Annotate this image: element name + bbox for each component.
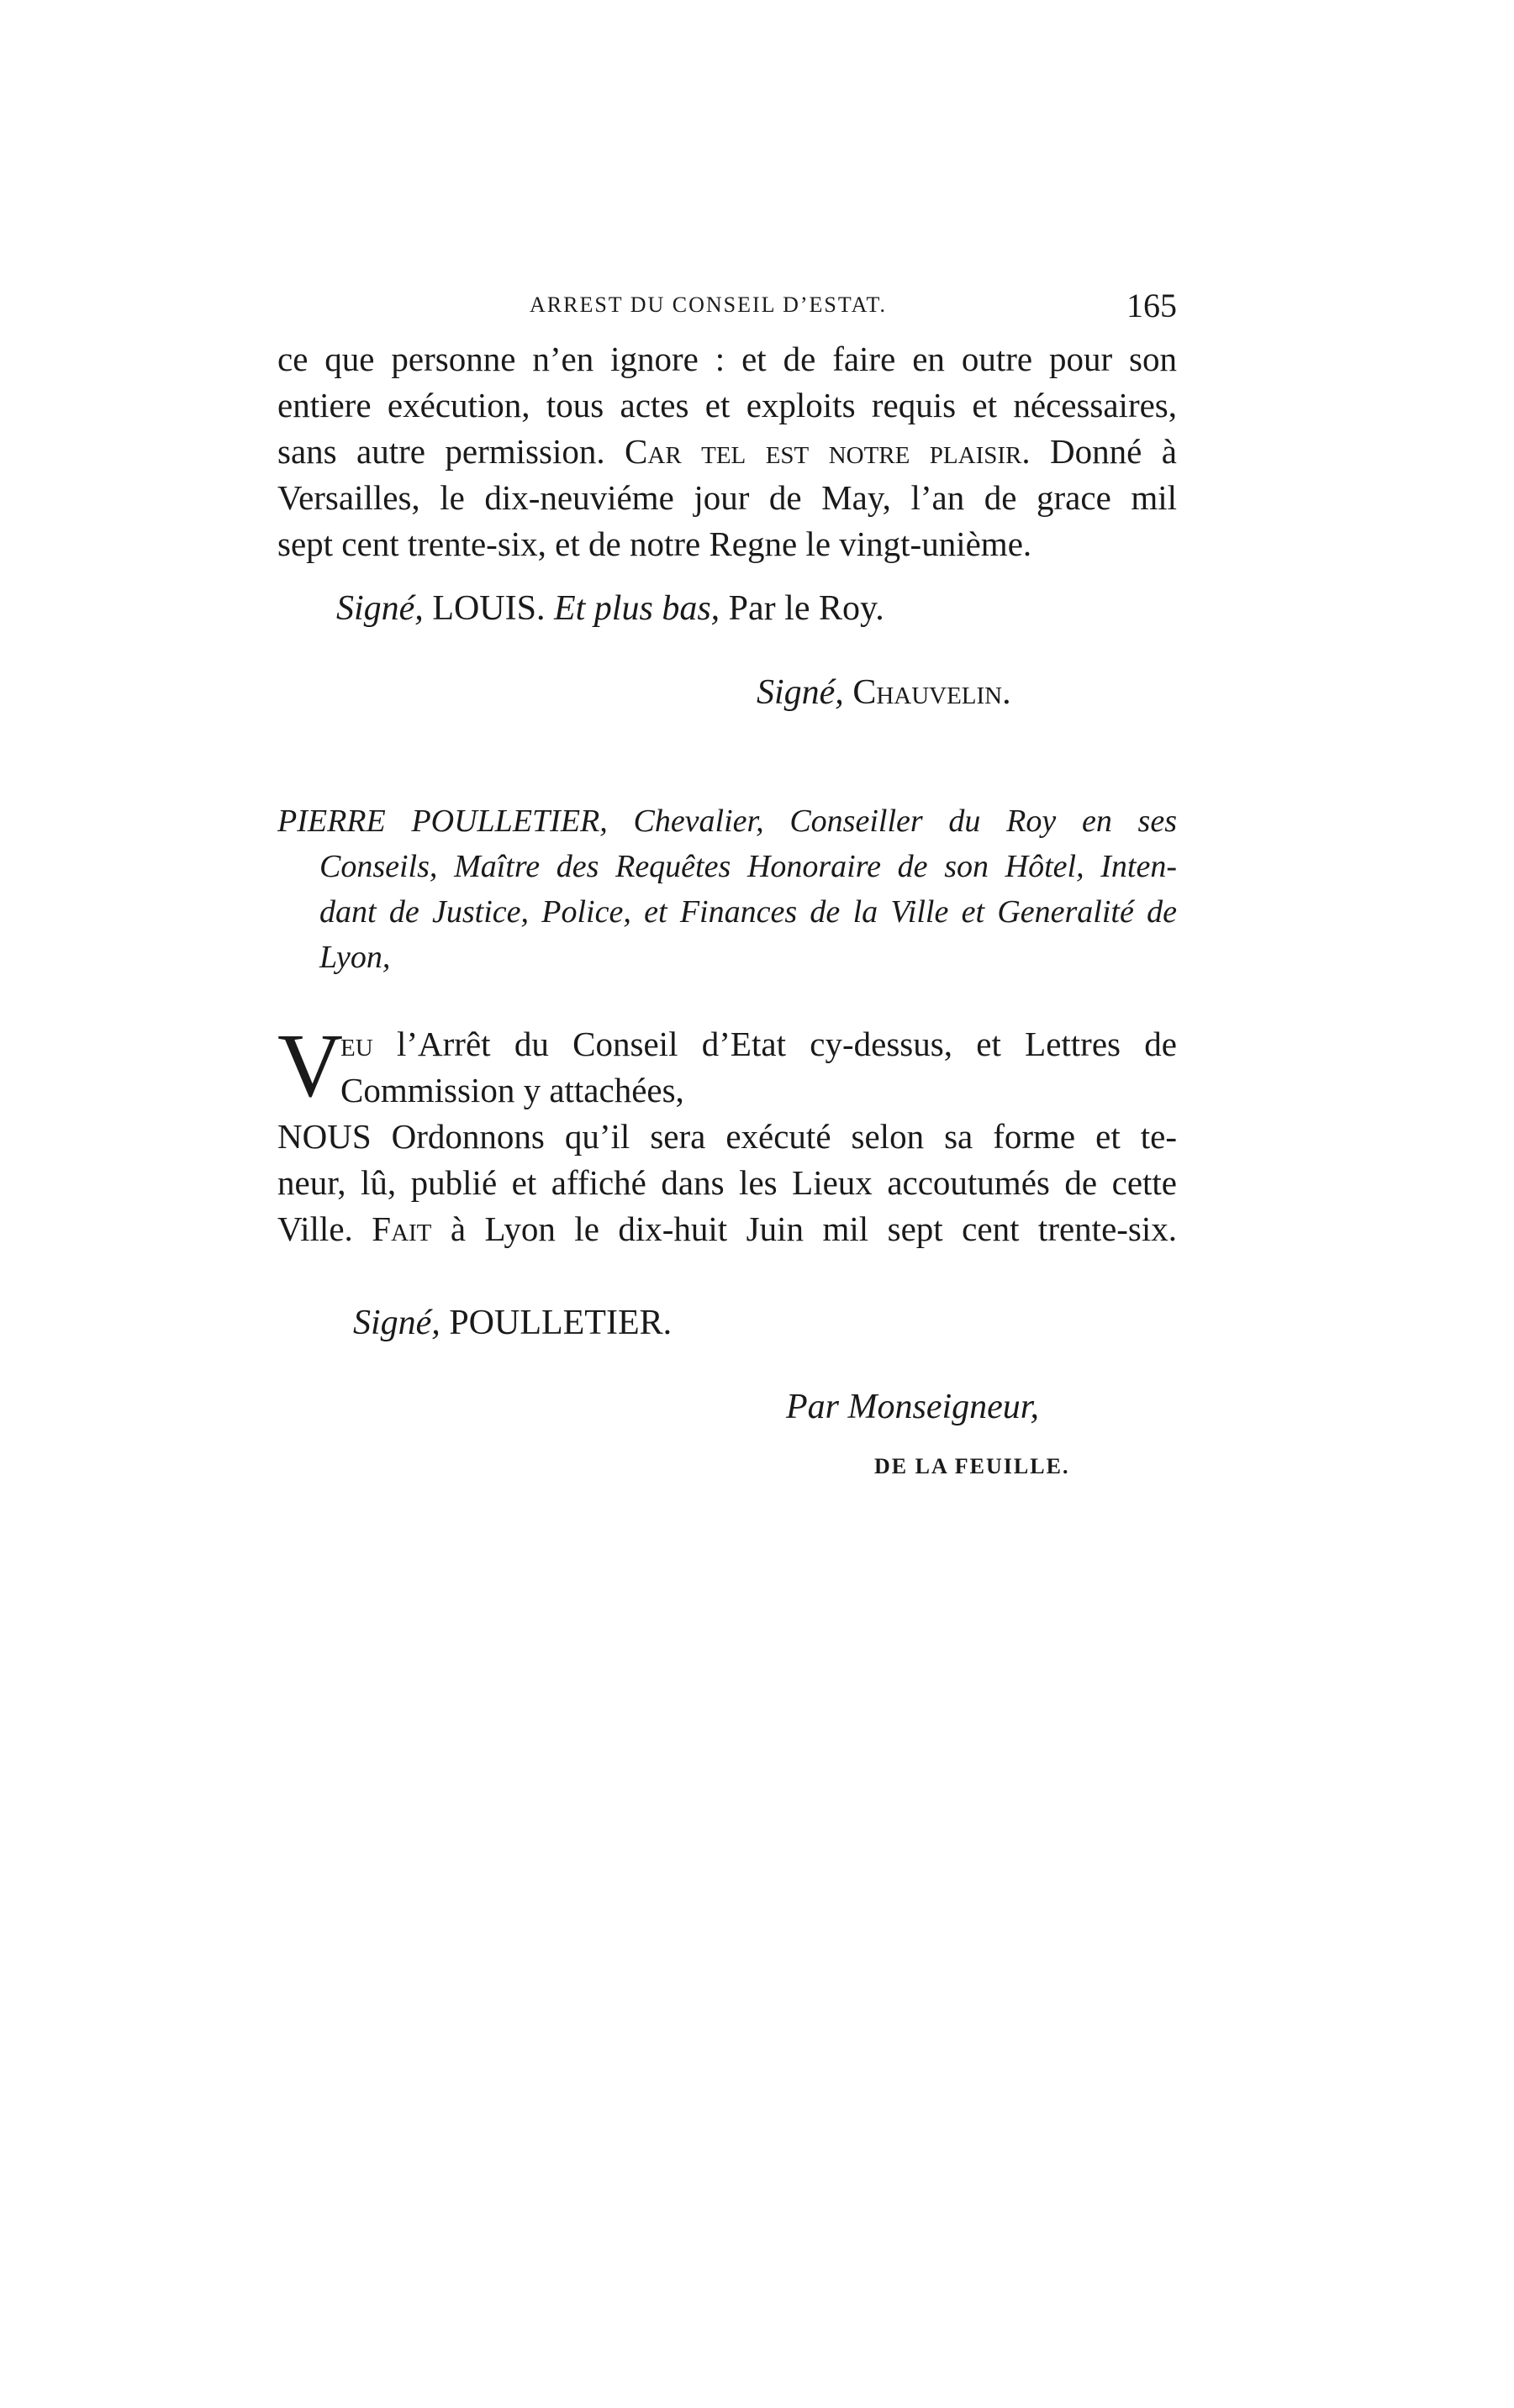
secretary-name: DE LA FEUILLE. (874, 1454, 1070, 1478)
text-line: sept cent trente-six, et de notre Regne le vingt-unième. (277, 524, 1032, 563)
text-line (277, 429, 1177, 475)
running-head (277, 286, 1177, 328)
text-line: dant de Justice, Police, et Finances de la Ville et Generalité de (319, 894, 1177, 930)
signature-poulletier (353, 1303, 672, 1343)
page-number: 165 (1126, 287, 1177, 324)
text-line (277, 1021, 1177, 1067)
signe-label: Signé, (336, 589, 424, 628)
par-monseigneur: Par Monseigneur, (786, 1388, 1039, 1426)
fait-word: Fait (372, 1209, 432, 1248)
text-segment: Ville. (277, 1209, 353, 1248)
text-segment: Donné à (1050, 432, 1177, 471)
text-segment: à Lyon le dix-huit Juin mil sept cent trente-six. (450, 1209, 1178, 1248)
text-line (277, 1206, 1177, 1252)
ordinance-paragraph (277, 1016, 1178, 1252)
drop-cap: V (277, 1016, 343, 1116)
text-line: Versailles, le dix-neuviéme jour de May, l’an de grace mil (277, 478, 1177, 517)
text-line: entiere exécution, tous actes et exploits requis et nécessaires, (277, 386, 1177, 424)
signe-label: Signé, (353, 1304, 440, 1342)
running-title: ARREST DU CONSEIL D’ESTAT. (530, 292, 888, 317)
et-plus-bas: Et plus bas, (553, 589, 720, 628)
par-le-roy: Par le Roy. (728, 589, 884, 628)
text-line: Commission y attachées, (340, 1071, 684, 1109)
drop-cap-continuation: eu (340, 1025, 373, 1063)
text-line: Conseils, Maître des Requêtes Honoraire de son Hôtel, Inten- (319, 849, 1177, 884)
signature-chauvelin (757, 672, 1011, 713)
royal-formula: Car tel est notre plaisir. (625, 432, 1031, 471)
text-line: Lyon, (319, 940, 391, 975)
text-line: neur, lû, publié et affiché dans les Lieux accoutumés de cette (277, 1163, 1177, 1202)
closing-paragraph (277, 336, 1177, 567)
text-line: PIERRE POULLETIER, Chevalier, Conseiller du Roy en ses (277, 804, 1177, 839)
signe-label: Signé, (757, 673, 844, 712)
signatory-name: Chauvelin. (852, 673, 1011, 712)
signatory-name: POULLETIER. (449, 1304, 673, 1342)
text-line: NOUS Ordonnons qu’il sera exécuté selon sa forme et te- (277, 1117, 1177, 1156)
text-segment: sans autre permission. (277, 432, 605, 471)
intendant-title (277, 798, 1177, 980)
signatory-name: LOUIS. (432, 589, 546, 628)
signature-louis (336, 588, 884, 629)
text-line: ce que personne n’en ignore : et de faire en outre pour son (277, 340, 1177, 378)
text-segment: l’Arrêt du Conseil d’Etat cy-dessus, et Lettres de (397, 1025, 1178, 1063)
